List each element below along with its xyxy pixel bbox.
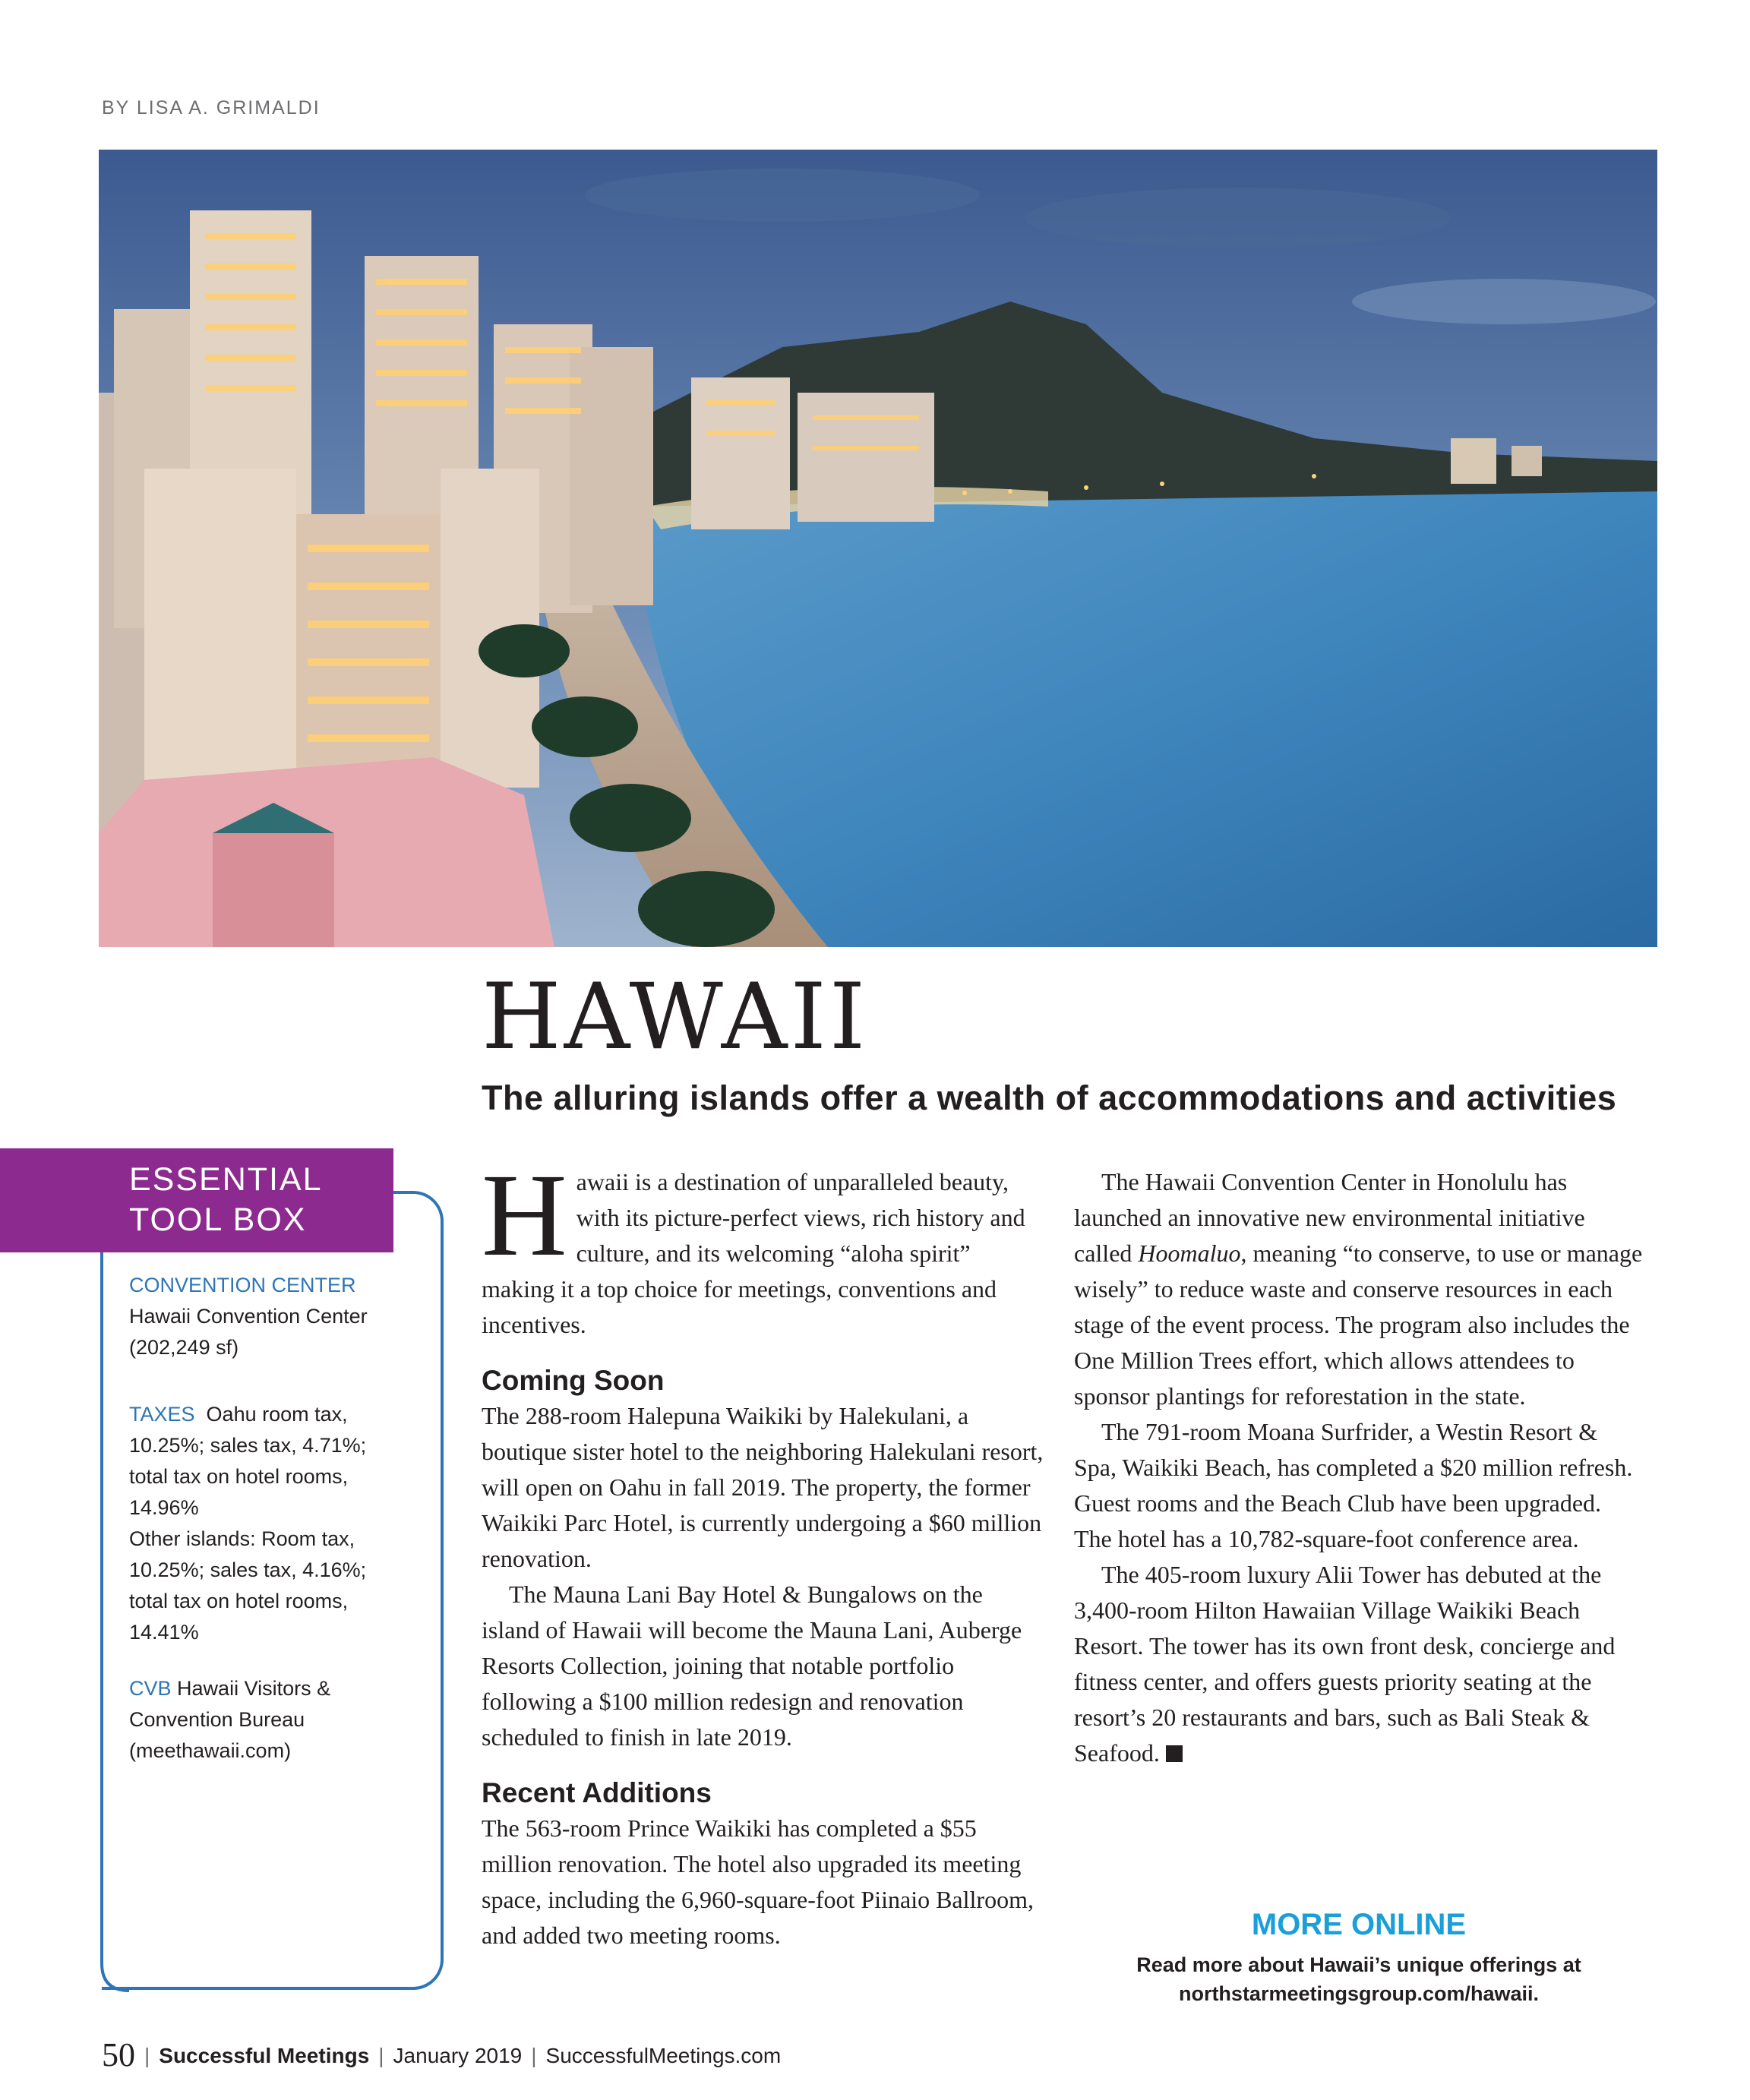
hoomaluo-term: Hoomaluo [1138,1239,1241,1267]
article-column-2 [1074,1164,1644,1771]
drop-cap: H [482,1149,567,1281]
convention-center-text: Hawaii Convention Center (202,249 sf) [129,1305,368,1359]
byline: BY LISA A. GRIMALDI [102,97,321,118]
coming-soon-heading: Coming Soon [482,1365,665,1396]
convention-center-label: CONVENTION CENTER [129,1274,356,1296]
toolbox-title: ESSENTIAL TOOL BOX [129,1161,321,1238]
convention-paragraph-text-b: , meaning “to conserve, to use or manage wisely” to reduce waste and conserve resources in each stage of the event process. The program also includes the One Million Trees effort, which allows attendees to sponsor plantings for reforestation in the state. [1074,1239,1643,1410]
page-footer: 50 | Successful Meetings | January 2019 | SuccessfulMeetings.com [102,2036,782,2073]
waikiki-beach-illustration [99,150,1657,947]
magazine-website[interactable]: SuccessfulMeetings.com [545,2044,782,2067]
article-column-1 [482,1149,1044,1953]
convention-paragraph-text-a: The Hawaii Convention Center in Honolulu has launched an innovative new environmental initiative called [1074,1168,1585,1267]
more-online-link[interactable]: Read more about Hawaii’s unique offerings at northstarmeetingsgroup.com/hawaii. [1136,1953,1581,2005]
intro-text: awaii is a destination of unparalleled beauty, with its picture-perfect views, rich history and culture, and its welcoming “aloha spirit” making it a top choice for meetings, conventions and incentives. [482,1168,1025,1338]
taxes-text: Oahu room tax, 10.25%; sales tax, 4.71%; total tax on hotel rooms, 14.96% [129,1403,367,1519]
toolbox-frame-left-edge [99,1246,114,1994]
coming-soon-paragraph-1: The 288-room Halepuna Waikiki by Halekulani, a boutique sister hotel to the neighboring Halekulani resort, will open on Oahu in fall 2019. The property, the former Waikiki Parc Hotel, is currently undergoing a $60 million renovation. [482,1402,1044,1572]
page-number: 50 [102,2036,135,2073]
article-subtitle: The alluring islands offer a wealth of accommodations and activities [482,1078,1617,1117]
photo-caption: Waikiki Beach shows off one of Hawaii’s most iconic and stunning views. [1360,990,1645,1056]
toolbox-cvb [129,1673,403,1767]
alii-tower-text: The 405-room luxury Alii Tower has debuted at the 3,400-room Hilton Hawaiian Village Waikiki Beach Resort. The tower has its own front desk, concierge and fitness center, and offers guests priority seating at the resort’s 20 restaurants and bars, such as Bali Steak & Seafood. [1074,1561,1616,1767]
toolbox-taxes [129,1399,403,1648]
intro-paragraph [482,1149,1044,1343]
alii-tower-paragraph [1074,1557,1644,1771]
recent-additions-paragraph: The 563-room Prince Waikiki has completed a $55 million renovation. The hotel also upgraded its meeting space, including the 6,960-square-foot Piinaio Ballroom, and added two meeting rooms. [482,1814,1034,1949]
taxes-other-islands: Other islands: Room tax, 10.25%; sales tax, 4.16%; total tax on hotel rooms, 14.41% [129,1527,367,1644]
taxes-label: TAXES [129,1403,195,1426]
toolbox-convention-center [129,1270,403,1363]
coming-soon-paragraph-2: The Mauna Lani Bay Hotel & Bungalows on the island of Hawaii will become the Mauna Lani, Auberge Resorts Collection, joining that notable portfolio following a $100 million redesign and renovation scheduled to finish in late 2019. [482,1581,1022,1751]
convention-center-paragraph [1074,1164,1644,1414]
moana-surfrider-paragraph: The 791-room Moana Surfrider, a Westin Resort & Spa, Waikiki Beach, has completed a $20 million refresh. Guest rooms and the Beach Club have been upgraded. The hotel has a 10,782-square-foot conference area. [1074,1418,1633,1552]
magazine-name: Successful Meetings [159,2044,370,2067]
recent-additions-heading: Recent Additions [482,1777,712,1808]
issue-date: January 2019 [393,2044,523,2067]
more-online-heading: MORE ONLINE [1251,1908,1467,1941]
waikiki-beach-photo [99,150,1657,1056]
article-title: HAWAII [482,965,869,1070]
cvb-text: Hawaii Visitors & Convention Bureau (meethawaii.com) [129,1677,331,1762]
cvb-label: CVB [129,1677,172,1700]
end-mark-icon [1166,1745,1183,1762]
